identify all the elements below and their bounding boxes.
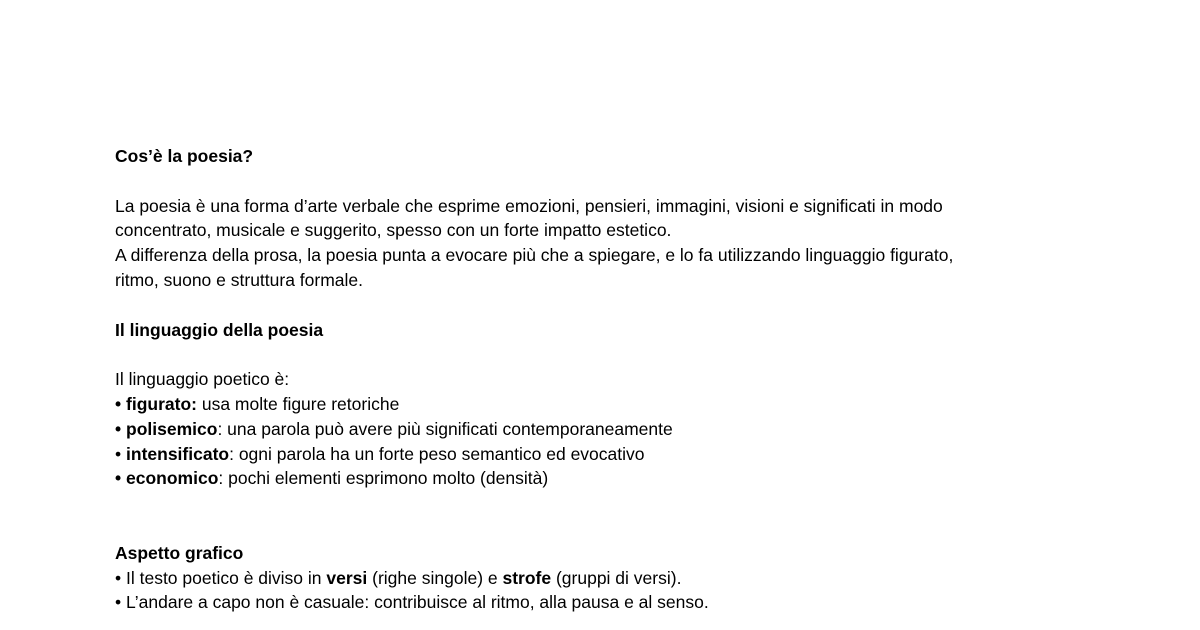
bullet: • — [115, 393, 122, 414]
paragraph-line: La poesia è una forma d’arte verbale che esprime emozioni, pensieri, immagini, visioni e significati in modo — [115, 195, 943, 216]
list-desc: : pochi elementi esprimono molto (densità) — [218, 468, 549, 489]
section-heading-poetic-language: Il linguaggio della poesia — [115, 319, 324, 340]
list-item — [115, 566, 1115, 591]
term-strofe: strofe — [502, 567, 552, 588]
list-intro: Il linguaggio poetico è: — [115, 369, 290, 390]
bullet: • — [115, 418, 122, 439]
list-desc: : ogni parola ha un forte peso semantico ed evocativo — [229, 443, 645, 464]
spacer — [115, 342, 1115, 367]
term-versi: versi — [326, 567, 368, 588]
list-term: figurato: — [126, 393, 197, 414]
list-desc: usa molte figure retoriche — [196, 393, 400, 414]
bullet: • — [115, 443, 122, 464]
list-desc: : una parola può avere più significati contemporaneamente — [217, 418, 673, 439]
list-text: • Il testo poetico è diviso in — [115, 567, 327, 588]
list-item — [115, 442, 1115, 467]
paragraph-line: concentrato, musicale e suggerito, spesso con un forte impatto estetico. — [115, 220, 672, 241]
list-item — [115, 466, 1115, 491]
spacer — [115, 491, 1115, 541]
list-item — [115, 417, 1115, 442]
bullet: • — [115, 468, 122, 489]
list-text: (righe singole) e — [367, 567, 503, 588]
spacer — [115, 169, 1115, 194]
paragraph-line: ritmo, suono e struttura formale. — [115, 269, 364, 290]
list-term: economico — [126, 468, 219, 489]
document-page — [115, 144, 1115, 615]
list-term: intensificato — [126, 443, 230, 464]
paragraph-line: A differenza della prosa, la poesia punta a evocare più che a spiegare, e lo fa utilizzando linguaggio figurato, — [115, 245, 954, 266]
section-heading-graphic-aspect: Aspetto grafico — [115, 542, 244, 563]
list-item: • L’andare a capo non è casuale: contribuisce al ritmo, alla pausa e al senso. — [115, 592, 709, 613]
spacer — [115, 293, 1115, 318]
list-item — [115, 392, 1115, 417]
section-heading-what-is-poetry: Cos’è la poesia? — [115, 146, 254, 166]
list-term: polisemico — [126, 418, 218, 439]
list-text: (gruppi di versi). — [551, 567, 682, 588]
